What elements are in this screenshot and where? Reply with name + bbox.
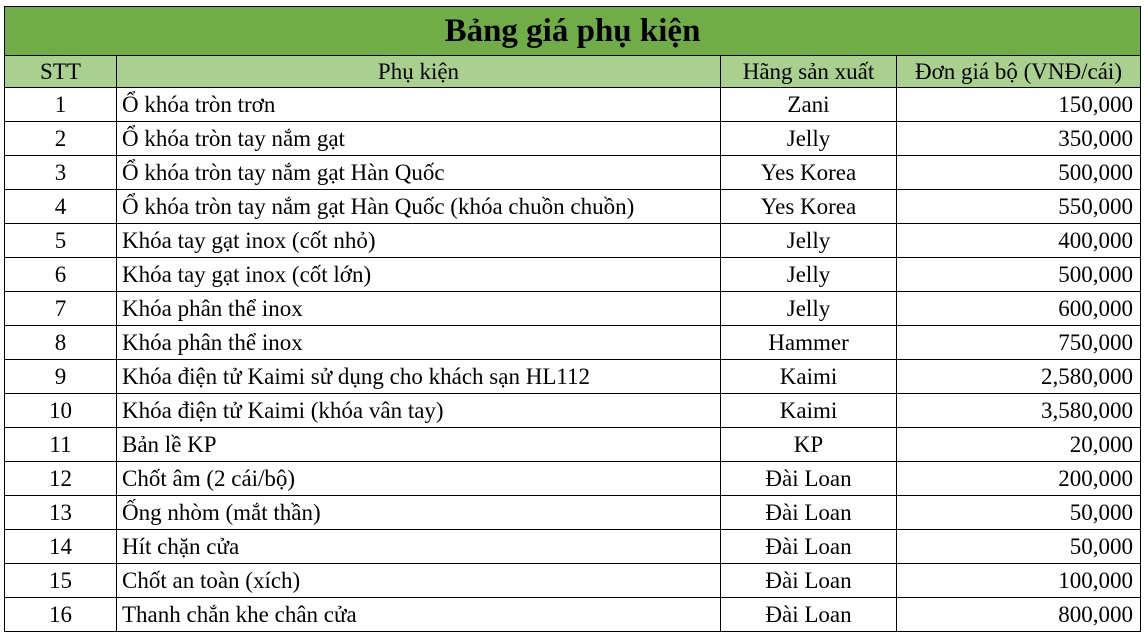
row-name-cell[interactable]: Khóa tay gạt inox (cốt nhỏ) xyxy=(117,224,721,258)
row-brand-cell[interactable]: Yes Korea xyxy=(721,156,897,190)
row-brand-cell[interactable]: Kaimi xyxy=(721,394,897,428)
row-stt-cell[interactable]: 5 xyxy=(5,224,117,258)
row-stt-cell[interactable]: 8 xyxy=(5,326,117,360)
header-brand[interactable]: Hãng sản xuất xyxy=(721,56,897,88)
row-brand-cell[interactable]: Hammer xyxy=(721,326,897,360)
row-name-cell[interactable]: Khóa tay gạt inox (cốt lớn) xyxy=(117,258,721,292)
row-brand-cell[interactable]: Jelly xyxy=(721,258,897,292)
row-name-cell[interactable]: Khóa điện tử Kaimi (khóa vân tay) xyxy=(117,394,721,428)
row-name-cell[interactable]: Thanh chắn khe chân cửa xyxy=(117,598,721,632)
row-price-cell[interactable]: 400,000 xyxy=(897,224,1141,258)
row-brand-cell[interactable]: Jelly xyxy=(721,292,897,326)
table-row xyxy=(5,122,1141,156)
table-row xyxy=(5,292,1141,326)
table-row xyxy=(5,564,1141,598)
row-price-cell[interactable]: 550,000 xyxy=(897,190,1141,224)
row-price-cell[interactable]: 200,000 xyxy=(897,462,1141,496)
row-stt-cell[interactable]: 7 xyxy=(5,292,117,326)
row-name-cell[interactable]: Ổ khóa tròn tay nắm gạt Hàn Quốc xyxy=(117,156,721,190)
row-brand-cell[interactable]: Kaimi xyxy=(721,360,897,394)
row-name-cell[interactable]: Khóa phân thể inox xyxy=(117,292,721,326)
row-stt-cell[interactable]: 2 xyxy=(5,122,117,156)
row-stt-cell[interactable]: 6 xyxy=(5,258,117,292)
row-stt-cell[interactable]: 10 xyxy=(5,394,117,428)
row-stt-cell[interactable]: 4 xyxy=(5,190,117,224)
row-name-cell[interactable]: Khóa phân thể inox xyxy=(117,326,721,360)
row-price-cell[interactable]: 800,000 xyxy=(897,598,1141,632)
row-name-cell[interactable]: Ống nhòm (mắt thần) xyxy=(117,496,721,530)
row-stt-cell[interactable]: 3 xyxy=(5,156,117,190)
row-price-cell[interactable]: 2,580,000 xyxy=(897,360,1141,394)
table-title[interactable]: Bảng giá phụ kiện xyxy=(5,7,1141,56)
row-brand-cell[interactable]: Đài Loan xyxy=(721,496,897,530)
row-name-cell[interactable]: Bản lề KP xyxy=(117,428,721,462)
row-price-cell[interactable]: 500,000 xyxy=(897,258,1141,292)
row-brand-cell[interactable]: Đài Loan xyxy=(721,598,897,632)
row-stt-cell[interactable]: 13 xyxy=(5,496,117,530)
row-price-cell[interactable]: 750,000 xyxy=(897,326,1141,360)
row-stt-cell[interactable]: 11 xyxy=(5,428,117,462)
header-name[interactable]: Phụ kiện xyxy=(117,56,721,88)
table-row xyxy=(5,496,1141,530)
header-row xyxy=(5,56,1141,88)
row-brand-cell[interactable]: Đài Loan xyxy=(721,564,897,598)
row-stt-cell[interactable]: 16 xyxy=(5,598,117,632)
table-row xyxy=(5,258,1141,292)
table-row xyxy=(5,88,1141,122)
row-name-cell[interactable]: Khóa điện tử Kaimi sử dụng cho khách sạn HL112 xyxy=(117,360,721,394)
table-row xyxy=(5,530,1141,564)
row-price-cell[interactable]: 50,000 xyxy=(897,530,1141,564)
table-row xyxy=(5,428,1141,462)
row-name-cell[interactable]: Hít chặn cửa xyxy=(117,530,721,564)
row-brand-cell[interactable]: Yes Korea xyxy=(721,190,897,224)
row-stt-cell[interactable]: 12 xyxy=(5,462,117,496)
table-row xyxy=(5,394,1141,428)
table-row xyxy=(5,360,1141,394)
table-row xyxy=(5,462,1141,496)
row-stt-cell[interactable]: 14 xyxy=(5,530,117,564)
row-name-cell[interactable]: Chốt an toàn (xích) xyxy=(117,564,721,598)
row-price-cell[interactable]: 350,000 xyxy=(897,122,1141,156)
row-name-cell[interactable]: Ổ khóa tròn tay nắm gạt xyxy=(117,122,721,156)
price-table xyxy=(4,6,1141,632)
row-price-cell[interactable]: 600,000 xyxy=(897,292,1141,326)
row-name-cell[interactable]: Chốt âm (2 cái/bộ) xyxy=(117,462,721,496)
row-price-cell[interactable]: 500,000 xyxy=(897,156,1141,190)
table-row xyxy=(5,156,1141,190)
table-row xyxy=(5,224,1141,258)
row-brand-cell[interactable]: Zani xyxy=(721,88,897,122)
row-stt-cell[interactable]: 9 xyxy=(5,360,117,394)
title-row xyxy=(5,7,1141,56)
row-brand-cell[interactable]: Đài Loan xyxy=(721,530,897,564)
price-sheet xyxy=(4,6,1141,632)
row-stt-cell[interactable]: 1 xyxy=(5,88,117,122)
row-price-cell[interactable]: 20,000 xyxy=(897,428,1141,462)
row-price-cell[interactable]: 50,000 xyxy=(897,496,1141,530)
row-brand-cell[interactable]: Jelly xyxy=(721,122,897,156)
row-brand-cell[interactable]: Jelly xyxy=(721,224,897,258)
row-price-cell[interactable]: 100,000 xyxy=(897,564,1141,598)
table-row xyxy=(5,326,1141,360)
row-brand-cell[interactable]: KP xyxy=(721,428,897,462)
header-stt[interactable]: STT xyxy=(5,56,117,88)
row-price-cell[interactable]: 3,580,000 xyxy=(897,394,1141,428)
row-brand-cell[interactable]: Đài Loan xyxy=(721,462,897,496)
row-name-cell[interactable]: Ổ khóa tròn trơn xyxy=(117,88,721,122)
row-stt-cell[interactable]: 15 xyxy=(5,564,117,598)
row-price-cell[interactable]: 150,000 xyxy=(897,88,1141,122)
row-name-cell[interactable]: Ổ khóa tròn tay nắm gạt Hàn Quốc (khóa chuồn chuồn) xyxy=(117,190,721,224)
table-row xyxy=(5,190,1141,224)
header-price[interactable]: Đơn giá bộ (VNĐ/cái) xyxy=(897,56,1141,88)
table-row xyxy=(5,598,1141,632)
